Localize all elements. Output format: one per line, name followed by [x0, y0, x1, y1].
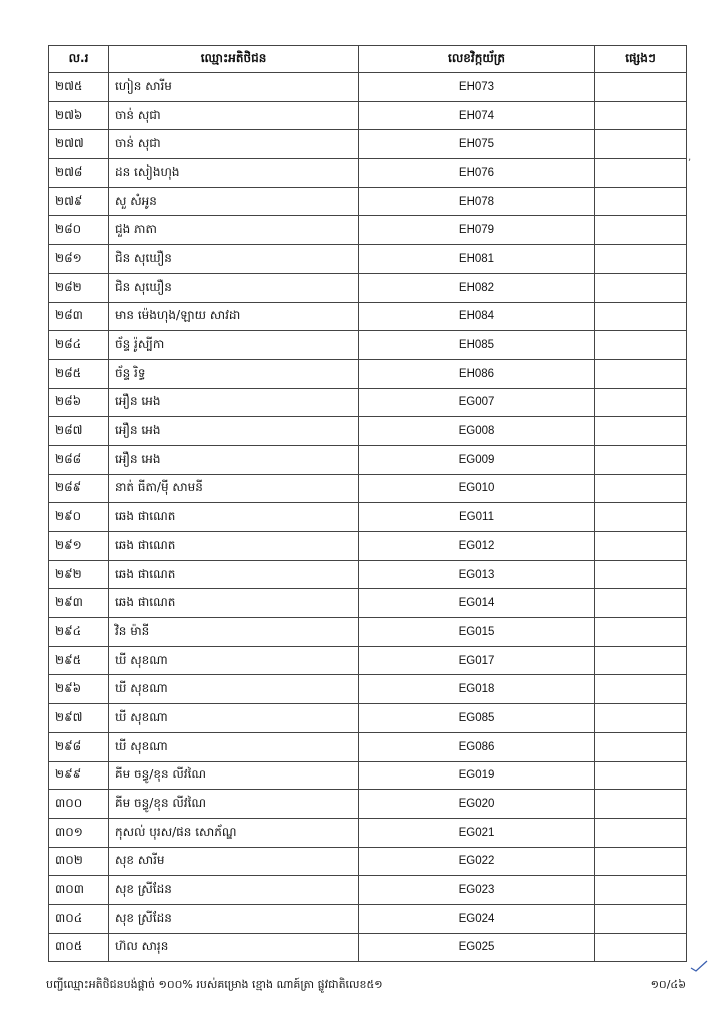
- customer-name: ច័ន្ទ រ៉ូស្បីកា: [109, 331, 359, 360]
- table-row: [49, 359, 687, 388]
- table-row: [49, 73, 687, 102]
- invoice-number: EG012: [359, 532, 595, 561]
- invoice-number: EG011: [359, 503, 595, 532]
- table-row: [49, 933, 687, 962]
- table-row: [49, 618, 687, 647]
- invoice-number: EH085: [359, 331, 595, 360]
- table-row: [49, 790, 687, 819]
- customer-name: ជួង ភាតា: [109, 216, 359, 245]
- invoice-number: EH073: [359, 73, 595, 102]
- row-number: ២៨៨: [49, 445, 109, 474]
- row-number: ២៨៥: [49, 359, 109, 388]
- row-number: ២៨១: [49, 245, 109, 274]
- customer-name: ចាន់ សុជា: [109, 130, 359, 159]
- other-note: [595, 904, 687, 933]
- row-number: ២៩៣: [49, 589, 109, 618]
- table-row: [49, 417, 687, 446]
- invoice-number: EG020: [359, 790, 595, 819]
- invoice-number: EH074: [359, 101, 595, 130]
- row-number: ៣០១: [49, 818, 109, 847]
- other-note: [595, 388, 687, 417]
- invoice-number: EG023: [359, 876, 595, 905]
- table-row: [49, 646, 687, 675]
- customer-name: គីម ចន្ធូ/ខុន លីវណៃ: [109, 761, 359, 790]
- invoice-number: EG013: [359, 560, 595, 589]
- table-row: [49, 847, 687, 876]
- margin-mark: ,: [688, 152, 692, 163]
- invoice-number: EG009: [359, 445, 595, 474]
- customer-name: ច័ន្ទ រិទ្ធ: [109, 359, 359, 388]
- other-note: [595, 503, 687, 532]
- customer-name: ឆេង ផាណេត: [109, 503, 359, 532]
- table-row: [49, 388, 687, 417]
- table-row: [49, 101, 687, 130]
- row-number: ៣០៥: [49, 933, 109, 962]
- row-number: ២៨៣: [49, 302, 109, 331]
- row-number: ២៧៨: [49, 159, 109, 188]
- table-row: [49, 704, 687, 733]
- customer-name: មាន ម៉េងហុង/ឡាយ សាវដា: [109, 302, 359, 331]
- invoice-number: EG007: [359, 388, 595, 417]
- customer-table-container: [48, 45, 686, 962]
- customer-name: ឃី សុខណា: [109, 646, 359, 675]
- table-row: [49, 474, 687, 503]
- other-note: [595, 704, 687, 733]
- customer-name: អឿន អេង: [109, 417, 359, 446]
- table-row: [49, 904, 687, 933]
- customer-name: អឿន អេង: [109, 445, 359, 474]
- row-number: ២៩៦: [49, 675, 109, 704]
- invoice-number: EH086: [359, 359, 595, 388]
- invoice-number: EG024: [359, 904, 595, 933]
- other-note: [595, 532, 687, 561]
- invoice-number: EH082: [359, 273, 595, 302]
- customer-name: ឆេង ផាណេត: [109, 532, 359, 561]
- check-mark-icon: [690, 960, 708, 972]
- other-note: [595, 818, 687, 847]
- other-note: [595, 876, 687, 905]
- table-row: [49, 532, 687, 561]
- row-number: ២៨៤: [49, 331, 109, 360]
- table-row: [49, 445, 687, 474]
- table-row: [49, 876, 687, 905]
- table-row: [49, 302, 687, 331]
- customer-name: វិន ម៉ានី: [109, 618, 359, 647]
- other-note: [595, 560, 687, 589]
- row-number: ២៩០: [49, 503, 109, 532]
- table-row: [49, 818, 687, 847]
- customer-name: សួ សំអូន: [109, 187, 359, 216]
- row-number: ២៧៧: [49, 130, 109, 159]
- other-note: [595, 474, 687, 503]
- row-number: ២៧៥: [49, 73, 109, 102]
- header-invoice-number: លេខវិក្កយ័ត្រ: [359, 46, 595, 73]
- other-note: [595, 273, 687, 302]
- table-row: [49, 560, 687, 589]
- other-note: [595, 445, 687, 474]
- customer-name: នាត់ ធីតា/ម៉ី សាមនី: [109, 474, 359, 503]
- other-note: [595, 790, 687, 819]
- row-number: ២៩៨: [49, 732, 109, 761]
- table-row: [49, 130, 687, 159]
- table-row: [49, 273, 687, 302]
- header-no: ល.រ: [49, 46, 109, 73]
- other-note: [595, 761, 687, 790]
- table-row: [49, 331, 687, 360]
- customer-name: កុសល់ បុរស/ផន សោភ័ណ្ឌ: [109, 818, 359, 847]
- other-note: [595, 302, 687, 331]
- row-number: ២៨៦: [49, 388, 109, 417]
- customer-name: ចាន់ សុជា: [109, 101, 359, 130]
- row-number: ២៧៦: [49, 101, 109, 130]
- invoice-number: EH076: [359, 159, 595, 188]
- other-note: [595, 101, 687, 130]
- customer-name: ឆេង ផាណេត: [109, 560, 359, 589]
- other-note: [595, 73, 687, 102]
- row-number: ២៩៥: [49, 646, 109, 675]
- other-note: [595, 618, 687, 647]
- header-other: ផ្សេងៗ: [595, 46, 687, 73]
- other-note: [595, 130, 687, 159]
- other-note: [595, 675, 687, 704]
- row-number: ៣០០: [49, 790, 109, 819]
- invoice-number: EG085: [359, 704, 595, 733]
- customer-name: ឃី សុខណា: [109, 732, 359, 761]
- other-note: [595, 417, 687, 446]
- customer-name: គីម ចន្ធូ/ខុន លីវណៃ: [109, 790, 359, 819]
- table-row: [49, 187, 687, 216]
- invoice-number: EG021: [359, 818, 595, 847]
- customer-name: ដន សៀងហុង: [109, 159, 359, 188]
- invoice-number: EG025: [359, 933, 595, 962]
- row-number: ២៧៩: [49, 187, 109, 216]
- table-row: [49, 159, 687, 188]
- invoice-number: EG008: [359, 417, 595, 446]
- table-row: [49, 589, 687, 618]
- other-note: [595, 732, 687, 761]
- other-note: [595, 216, 687, 245]
- invoice-number: EH079: [359, 216, 595, 245]
- table-row: [49, 503, 687, 532]
- other-note: [595, 245, 687, 274]
- customer-name: ឃី សុខណា: [109, 675, 359, 704]
- invoice-number: EG017: [359, 646, 595, 675]
- other-note: [595, 331, 687, 360]
- invoice-number: EH078: [359, 187, 595, 216]
- table-row: [49, 761, 687, 790]
- table-row: [49, 732, 687, 761]
- other-note: [595, 187, 687, 216]
- row-number: ២៩៤: [49, 618, 109, 647]
- customer-name: ជិន សុឃឿន: [109, 273, 359, 302]
- other-note: [595, 159, 687, 188]
- table-header-row: [49, 46, 687, 73]
- customer-table: [48, 45, 687, 962]
- customer-name: ហ៊ល សារុន: [109, 933, 359, 962]
- row-number: ២៩១: [49, 532, 109, 561]
- header-customer-name: ឈ្មោះអតិថិជន: [109, 46, 359, 73]
- customer-name: អឿន អេង: [109, 388, 359, 417]
- row-number: ២៨២: [49, 273, 109, 302]
- footer-title: បញ្ជីឈ្មោះអតិថិជនបង់ផ្តាច់ ១០០% របស់គម្រោង ខ្មោង ណាគ៍ត្រា ផ្លូវជាតិលេខ៥១: [46, 978, 383, 991]
- row-number: ៣០៣: [49, 876, 109, 905]
- invoice-number: EG019: [359, 761, 595, 790]
- row-number: ២៩៧: [49, 704, 109, 733]
- invoice-number: EH084: [359, 302, 595, 331]
- invoice-number: EG010: [359, 474, 595, 503]
- row-number: ២៨៩: [49, 474, 109, 503]
- page-number: ១០/៤៦: [650, 978, 686, 991]
- row-number: ២៩៩: [49, 761, 109, 790]
- other-note: [595, 359, 687, 388]
- invoice-number: EG018: [359, 675, 595, 704]
- other-note: [595, 646, 687, 675]
- invoice-number: EG022: [359, 847, 595, 876]
- invoice-number: EG015: [359, 618, 595, 647]
- other-note: [595, 847, 687, 876]
- invoice-number: EH081: [359, 245, 595, 274]
- invoice-number: EG014: [359, 589, 595, 618]
- row-number: ២៨៧: [49, 417, 109, 446]
- customer-name: សុខ សារីម: [109, 847, 359, 876]
- invoice-number: EG086: [359, 732, 595, 761]
- customer-name: សុខ ស្រីដែន: [109, 904, 359, 933]
- row-number: ៣០២: [49, 847, 109, 876]
- invoice-number: EH075: [359, 130, 595, 159]
- customer-name: ឆេង ផាណេត: [109, 589, 359, 618]
- row-number: ៣០៤: [49, 904, 109, 933]
- customer-name: ជិន សុឃឿន: [109, 245, 359, 274]
- row-number: ២៨០: [49, 216, 109, 245]
- customer-name: ឃី សុខណា: [109, 704, 359, 733]
- table-row: [49, 245, 687, 274]
- customer-name: ហៀន សារីម: [109, 73, 359, 102]
- table-row: [49, 675, 687, 704]
- row-number: ២៩២: [49, 560, 109, 589]
- other-note: [595, 589, 687, 618]
- table-row: [49, 216, 687, 245]
- customer-name: សុខ ស្រីដែន: [109, 876, 359, 905]
- other-note: [595, 933, 687, 962]
- table-body: [49, 73, 687, 962]
